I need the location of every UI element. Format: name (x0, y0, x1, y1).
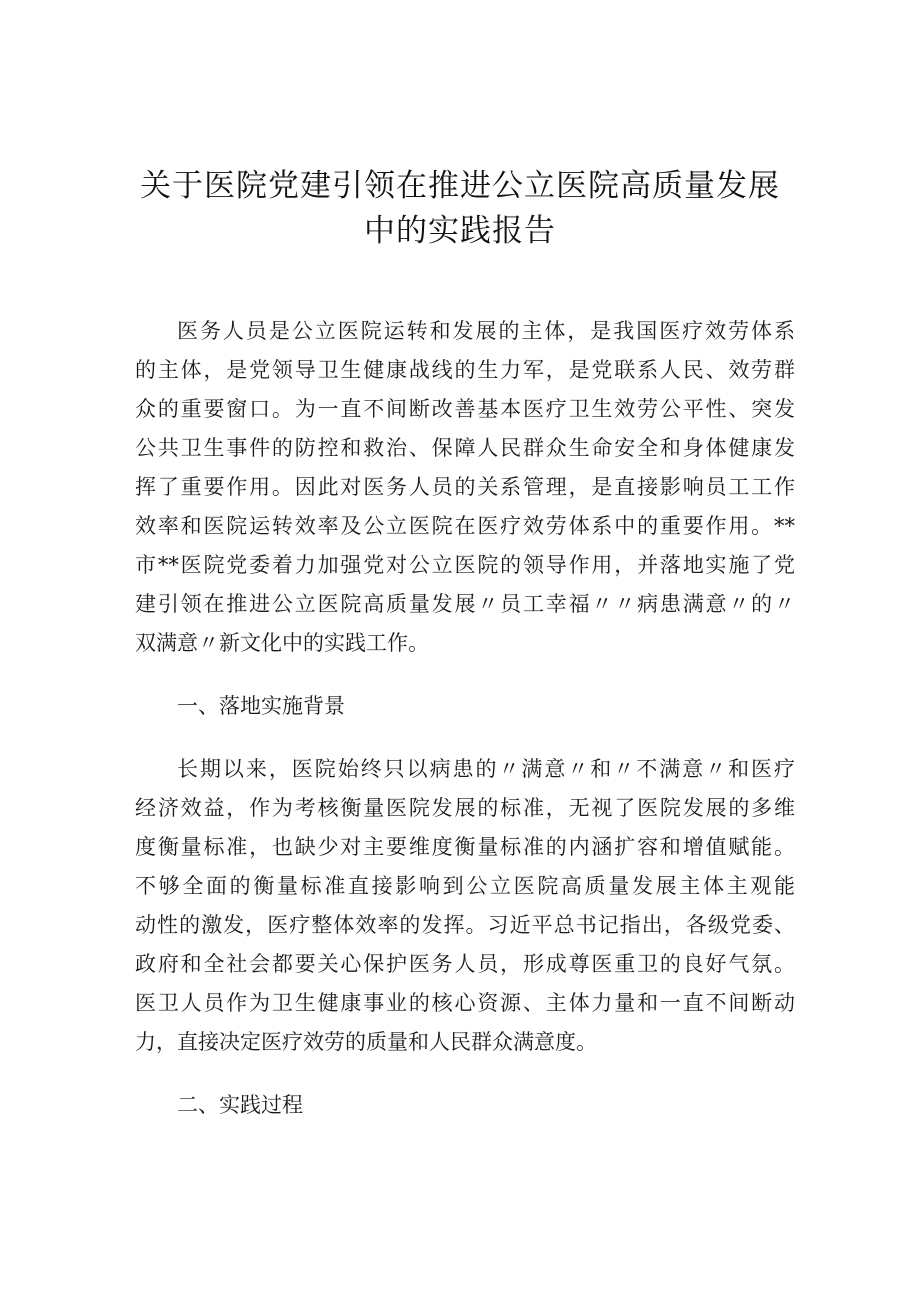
paragraph-line: 力，直接决定医疗效劳的质量和人民群众满意度。 (135, 1030, 597, 1054)
document-title-line-2: 中的实践报告 (364, 213, 556, 249)
paragraph-line: 效率和医院运转效率及公立医院在医疗效劳体系中的重要作用。** (135, 514, 795, 538)
document-title-line-1: 关于医院党建引领在推进公立医院高质量发展 (140, 168, 780, 204)
paragraph-line: 度衡量标准，也缺少对主要维度衡量标准的内涵扩容和增值赋能。 (135, 835, 795, 859)
paragraph-line: 医卫人员作为卫生健康事业的核心资源、主体力量和一直不间断动 (135, 991, 795, 1015)
paragraph-line: 动性的激发，医疗整体效率的发挥。习近平总书记指出，各级党委、 (135, 913, 795, 937)
section-heading-2: 二、实践过程 (177, 1093, 303, 1117)
paragraph-line: 市**医院党委着力加强党对公立医院的领导作用，并落地实施了党 (135, 553, 795, 577)
paragraph-line: 政府和全社会都要关心保护医务人员，形成尊医重卫的良好气氛。 (135, 952, 795, 976)
paragraph-line: 众的重要窗口。为一直不间断改善基本医疗卫生效劳公平性、突发 (135, 397, 795, 421)
section-heading-1: 一、落地实施背景 (177, 694, 345, 718)
paragraph-line: 经济效益，作为考核衡量医院发展的标准，无视了医院发展的多维 (135, 796, 795, 820)
paragraph-line: 挥了重要作用。因此对医务人员的关系管理，是直接影响员工工作 (135, 475, 795, 499)
paragraph-line: 建引领在推进公立医院高质量发展〃员工幸福〃〃病患满意〃的〃 (135, 592, 795, 616)
paragraph-line: 长期以来，医院始终只以病患的〃满意〃和〃不满意〃和医疗 (177, 757, 795, 781)
paragraph-line: 双满意〃新文化中的实践工作。 (135, 631, 429, 655)
paragraph-line: 的主体，是党领导卫生健康战线的生力军，是党联系人民、效劳群 (135, 358, 795, 382)
paragraph-line: 不够全面的衡量标准直接影响到公立医院高质量发展主体主观能 (135, 874, 795, 898)
paragraph-line: 医务人员是公立医院运转和发展的主体，是我国医疗效劳体系 (177, 319, 795, 343)
paragraph-line: 公共卫生事件的防控和救治、保障人民群众生命安全和身体健康发 (135, 436, 795, 460)
